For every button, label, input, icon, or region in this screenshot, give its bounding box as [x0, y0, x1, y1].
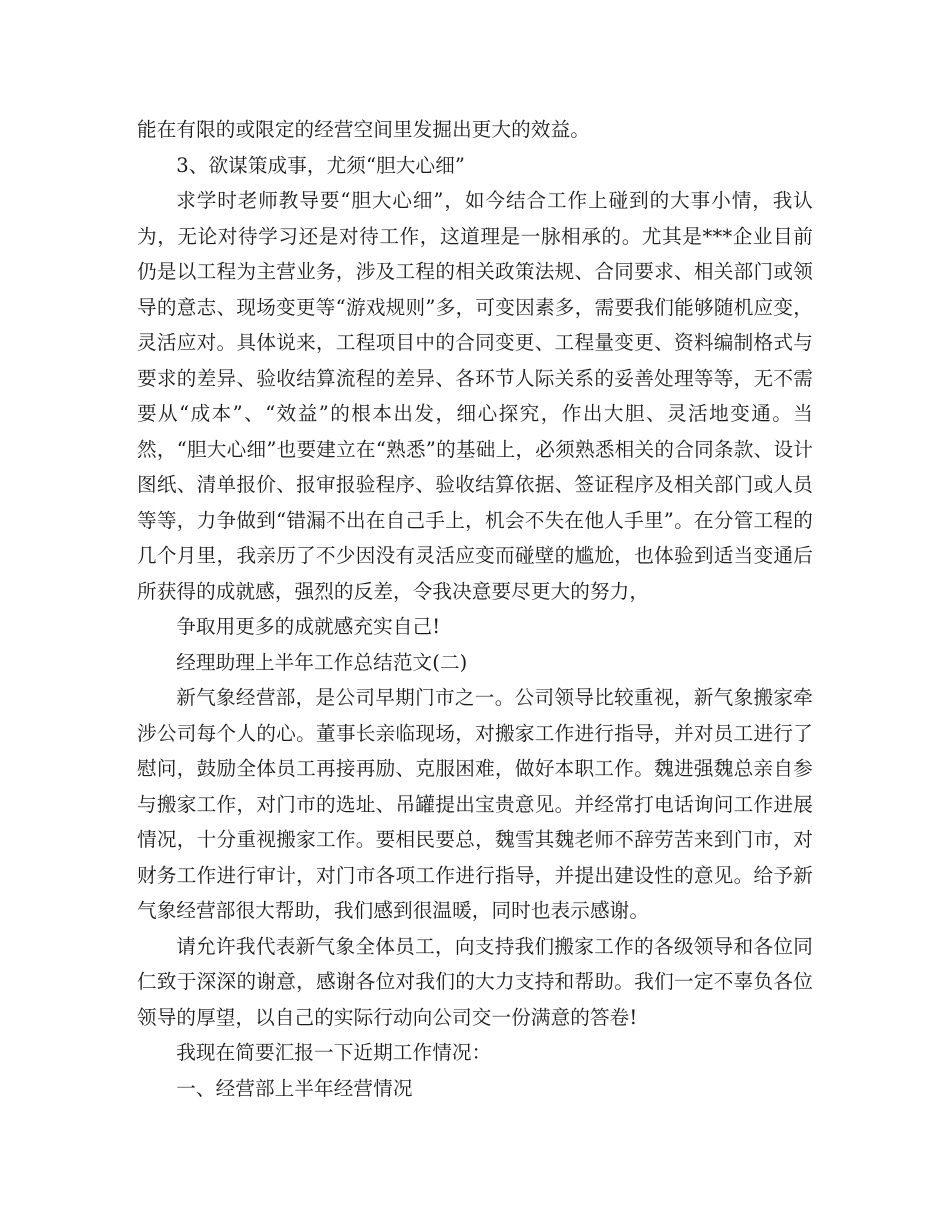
document-subtitle: 经理助理上半年工作总结范文(二): [176, 650, 468, 674]
paragraph-thanks: 请允许我代表新气象全体员工，向支持我们搬家工作的各级领导和各位同仁致于深深的谢意，感谢各位对我们的大力支持和帮助。我们一定不辜负各位领导的厚望，以自己的实际行动向公司交一份满意的答卷!: [137, 934, 813, 1029]
paragraph-closing-line: 争取用更多的成就感充实自己!: [176, 615, 441, 638]
paragraph-new-weather-dept: 新气象经营部，是公司早期门市之一。公司领导比较重视，新气象搬家牵涉公司每个人的心。董事长亲临现场，对搬家工作进行指导，并对员工进行了慰问，鼓励全体员工再接再励、克服困难，做好本职工作。魏进强魏总亲自参与搬家工作，对门市的选址、吊罐提出宝贵意见。并经常打电话询问工作进展情况，十分重视搬家工作。要相民要总，魏雪其魏老师不辞劳苦来到门市，对财务工作进行审计，对门市各项工作进行指导，并提出建设性的意见。给予新气象经营部很大帮助，我们感到很温暖，同时也表示感谢。: [137, 686, 813, 922]
paragraph-report-intro: 我现在简要汇报一下近期工作情况：: [176, 1041, 492, 1064]
paragraph-continuation: 能在有限的或限定的经营空间里发掘出更大的效益。: [137, 118, 590, 141]
document-body: [137, 112, 813, 1106]
section-heading-3: 3、欲谋策成事，尤须“胆大心细”: [176, 153, 466, 177]
section-heading-1: 一、经营部上半年经营情况: [176, 1076, 413, 1100]
paragraph-bold-and-careful: 求学时老师教导要“胆大心细”，如今结合工作上碰到的大事小情，我认为，无论对待学习还是对待工作，这道理是一脉相承的。尤其是***企业目前仍是以工程为主营业务，涉及工程的相关政策法规、合同要求、相关部门或领导的意志、现场变更等“游戏规则”多，可变因素多，需要我们能够随机应变，灵活应对。具体说来，工程项目中的合同变更、工程量变更、资料编制格式与要求的差异、验收结算流程的差异、各环节人际关系的妥善处理等等，无不需要从“成本”、“效益”的根本出发，细心探究，作出大胆、灵活地变通。当然，“胆大心细”也要建立在“熟悉”的基础上，必须熟悉相关的合同条款、设计图纸、清单报价、报审报验程序、验收结算依据、签证程序及相关部门或人员等等，力争做到“错漏不出在自己手上，机会不失在他人手里”。在分管工程的几个月里，我亲历了不少因没有灵活应变而碰壁的尴尬，也体验到适当变通后所获得的成就感，强烈的反差，令我决意要尽更大的努力，: [137, 189, 813, 603]
